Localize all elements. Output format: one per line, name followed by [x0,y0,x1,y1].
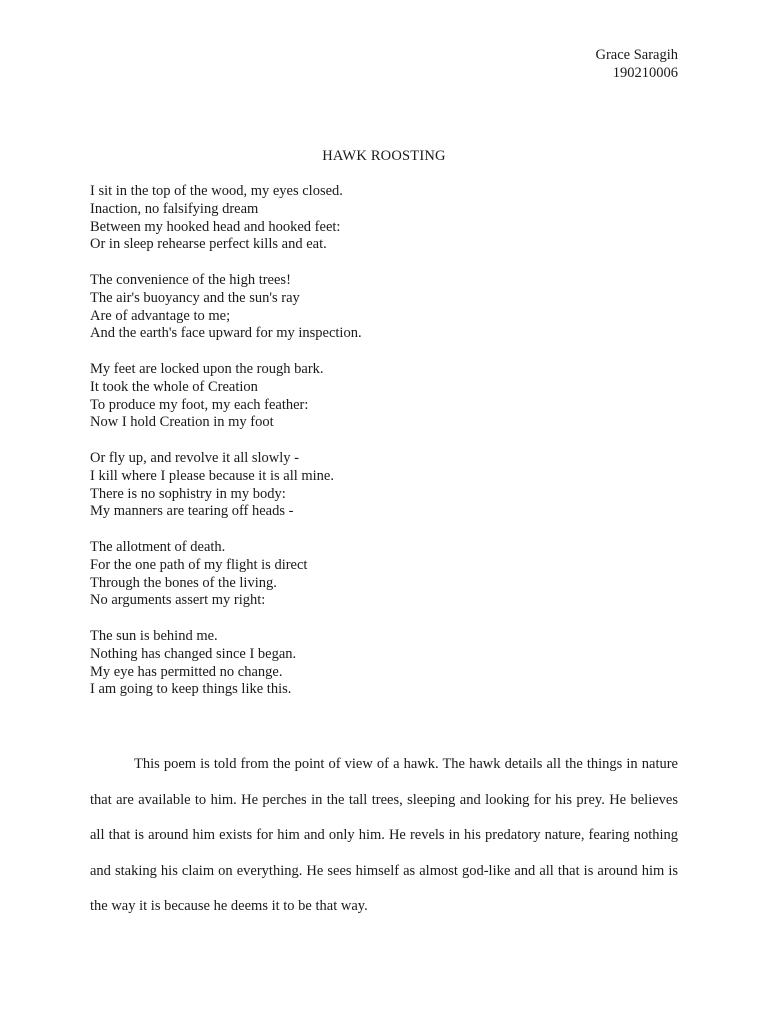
poem-line: Between my hooked head and hooked feet: [90,218,341,235]
poem-line: Or in sleep rehearse perfect kills and eat. [90,236,327,253]
stanza [90,272,362,343]
poem-line: Inaction, no falsifying dream [90,200,259,217]
poem-line: And the earth's face upward for my inspection. [90,325,362,342]
student-id: 190210006 [612,65,678,81]
poem-line: My eye has permitted no change. [90,663,283,680]
poem-body [90,183,362,717]
poem-line: Nothing has changed since I began. [90,645,297,662]
poem-line: It took the whole of Creation [90,378,258,395]
stanza [90,450,362,521]
poem-line: Or fly up, and revolve it all slowly - [90,449,299,466]
poem-line: To produce my foot, my each feather: [90,396,309,413]
stanza [90,183,362,254]
poem-line: Now I hold Creation in my foot [90,414,274,431]
poem-line: The sun is behind me. [90,627,218,644]
poem-line: Through the bones of the living. [90,574,277,591]
author-name: Grace Saragih [595,47,678,63]
stanza [90,539,362,610]
poem-title: HAWK ROOSTING [322,148,446,164]
poem-line: I sit in the top of the wood, my eyes closed. [90,183,343,199]
poem-line: I kill where I please because it is all mine. [90,467,334,484]
poem-line: I am going to keep things like this. [90,681,292,698]
poem-line: The air's buoyancy and the sun's ray [90,289,300,306]
poem-line: My manners are tearing off heads - [90,503,294,520]
poem-line: The convenience of the high trees! [90,271,291,288]
poem-line: My feet are locked upon the rough bark. [90,360,324,377]
poem-line: No arguments assert my right: [90,592,266,609]
poem-line: Are of advantage to me; [90,307,231,324]
poem-line: There is no sophistry in my body: [90,485,286,502]
poem-line: For the one path of my flight is direct [90,556,308,573]
stanza [90,361,362,432]
stanza [90,628,362,699]
analysis-paragraph: This poem is told from the point of view of a hawk. The hawk details all the things in nature that are available to him. He perches in the tall trees, sleeping and looking for his prey. He believes all that is around him exists for him and only him. He revels in his predatory nature, fearing nothing and staking his claim on everything. He sees himself as almost god-like and all that is around him is the way it is because he deems it to be that way. [90,756,678,915]
poem-line: The allotment of death. [90,538,226,555]
author-header [595,46,678,82]
